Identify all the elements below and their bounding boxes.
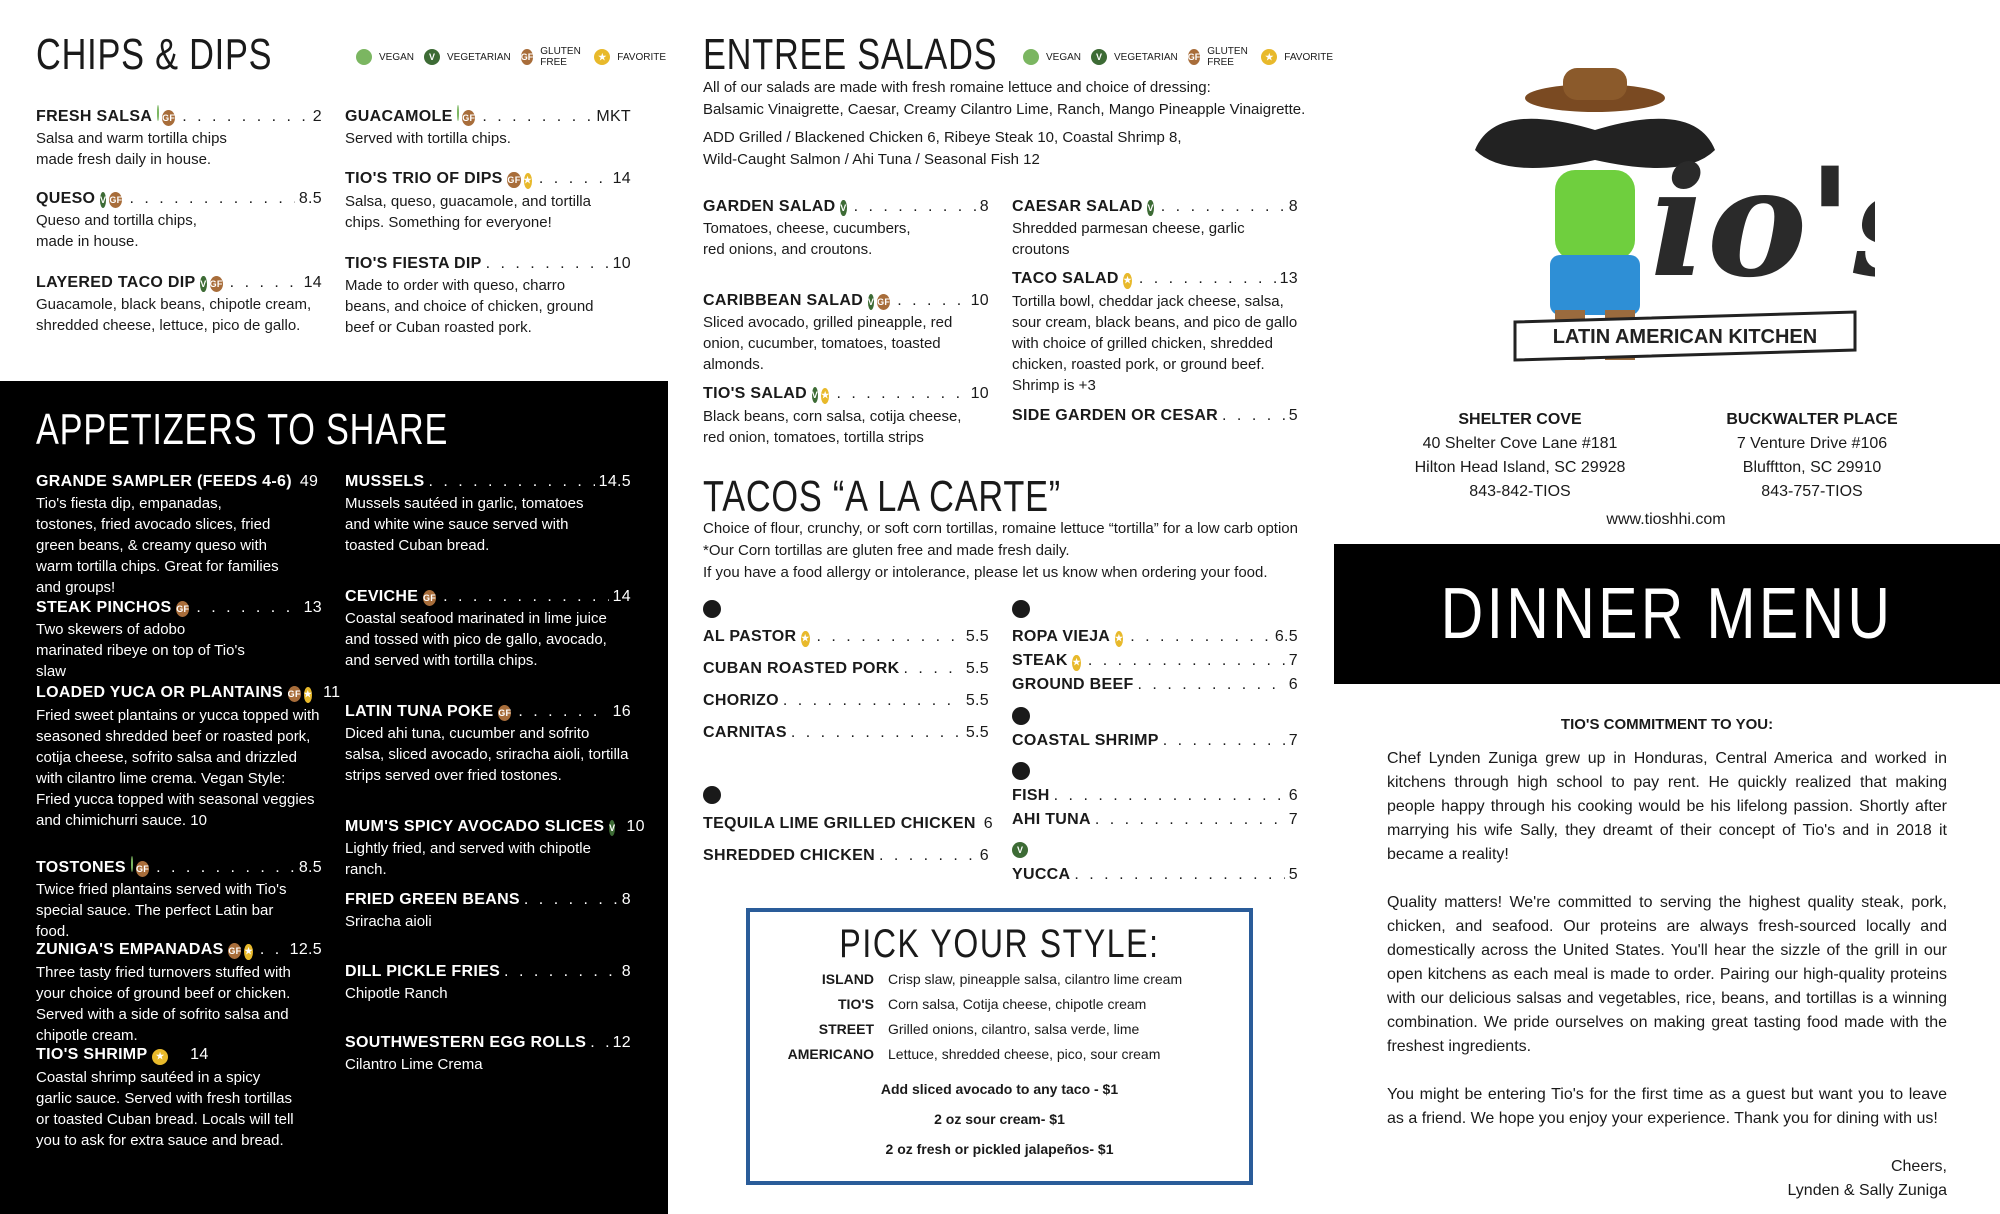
pick-your-style-box xyxy=(746,908,1253,1185)
gluten-free-icon: GF xyxy=(498,705,511,721)
gluten-free-icon: GF xyxy=(877,294,890,310)
taco-item: AHI TUNA . . . 7 xyxy=(1012,811,1298,829)
menu-item: LATIN TUNA POKE GF . . . 16 Diced ahi tuna, cucumber and sofrito salsa, sliced avocado, sriracha aioli, tortilla strips served over fried tostones. xyxy=(345,703,631,786)
vegetarian-icon: V xyxy=(424,49,440,65)
favorite-star-icon: ★ xyxy=(1123,273,1131,289)
legend-salads xyxy=(1023,46,1333,68)
menu-item: MUSSELS . . . 14.5 Mussels sautéed in garlic, tomatoes and white wine sauce served with toasted Cuban bread. xyxy=(345,473,631,556)
menu-item: TACO SALAD ★ . . . 13 Tortilla bowl, cheddar jack cheese, salsa, sour cream, black beans, and pico de gallo with choice of grilled chicken, shredded chicken, roasted pork, or ground beef. Shrimp is +3 xyxy=(1012,270,1298,396)
favorite-star-icon: ★ xyxy=(1261,49,1277,65)
favorite-star-icon: ★ xyxy=(244,944,252,960)
gluten-free-icon: GF xyxy=(521,49,534,65)
gluten-free-icon: GF xyxy=(507,172,520,188)
taco-item: COASTAL SHRIMP . . . 7 xyxy=(1012,732,1298,750)
menu-item: LAYERED TACO DIP V GF . . . 14 Guacamole, black beans, chipotle cream, shredded cheese, lettuce, pico de gallo. xyxy=(36,274,322,336)
menu-item: FRIED GREEN BEANS . . . 8 Sriracha aioli xyxy=(345,891,631,932)
vegetarian-icon: V xyxy=(1091,49,1107,65)
menu-title: DINNER MENU xyxy=(1440,574,1894,654)
legend-vegetarian: V VEGETARIAN xyxy=(1091,49,1178,65)
vegetarian-icon: V xyxy=(1012,842,1028,858)
gluten-free-icon: GF xyxy=(109,192,122,208)
style-row: AMERICANO Lettuce, shredded cheese, pico, sour cream xyxy=(787,1046,1161,1062)
salads-intro: All of our salads are made with fresh romaine lettuce and choice of dressing: Balsamic Vinaigrette, Caesar, Creamy Cilantro Lime, Ranch, Mango Pineapple Vinaigrette. ADD Grilled / Blackened Chicken 6, Ribeye Steak 10, Coastal Shrimp 8, Wild-Caught Salmon / Ahi Tuna / Seasonal Fish 12 xyxy=(703,79,1306,168)
favorite-star-icon: ★ xyxy=(304,687,312,703)
menu-item: TOSTONES GF . . . 8.5 Twice fried plantains served with Tio's special sauce. The perfect Latin bar food. xyxy=(36,856,322,942)
menu-item: SOUTHWESTERN EGG ROLLS . . . 12 Cilantro Lime Crema xyxy=(345,1034,631,1075)
commitment-title: TIO'S COMMITMENT TO YOU: xyxy=(1560,716,1774,733)
addon-jalapenos: 2 oz fresh or pickled jalapeños- $1 xyxy=(885,1141,1114,1157)
signature-cheers: Cheers, xyxy=(1890,1158,1947,1175)
addon-sour-cream: 2 oz sour cream- $1 xyxy=(934,1111,1065,1127)
vegetarian-icon: V xyxy=(868,294,874,310)
legend-gf: GF GLUTEN FREE xyxy=(520,46,581,68)
legend-vegan: VEGAN xyxy=(1023,49,1081,65)
menu-item: SIDE GARDEN OR CESAR . . . 5 xyxy=(1012,407,1298,425)
vegetarian-icon: V xyxy=(100,192,106,208)
taco-item: CARNITAS . . . 5.5 xyxy=(703,724,989,742)
legend-vegan: VEGAN xyxy=(356,49,414,65)
tios-mascot-logo-icon xyxy=(1455,60,1875,390)
gluten-free-icon: GF xyxy=(423,590,436,606)
signature-names: Lynden & Sally Zuniga xyxy=(1787,1182,1947,1199)
logo-script-text: io' xyxy=(1650,135,1853,311)
favorite-star-icon: ★ xyxy=(524,173,532,189)
menu-item: ZUNIGA'S EMPANADAS GF ★ . . . 12.5 Three tasty fried turnovers stuffed with your choice of ground beef or chicken. Served with a side of sofrito salsa and chipotle cream. xyxy=(36,941,322,1046)
legend-favorite: ★ FAVORITE xyxy=(1261,49,1333,65)
menu-item: CAESAR SALAD V . . . 8 Shredded parmesan cheese, garlic croutons xyxy=(1012,198,1298,260)
tacos-intro: Choice of flour, crunchy, or soft corn tortillas, romaine lettuce “tortilla” for a low carb option *Our Corn tortillas are gluten free and made fresh daily. If you have a food allergy or intolerance, please let us know when ordering your food. xyxy=(703,520,1298,581)
taco-item: GROUND BEEF . . . 6 xyxy=(1012,676,1298,694)
menu-item: GUACAMOLE GF . . . MKT Served with tortilla chips. xyxy=(345,105,631,149)
dinner-menu-banner xyxy=(1334,544,2000,684)
vegetarian-icon: V xyxy=(200,276,206,292)
menu-item: TIO'S TRIO OF DIPS GF ★ . . . 14 Salsa, queso, guacamole, and tortilla chips. Something for everyone! xyxy=(345,170,631,233)
menu-item: CEVICHE GF . . . 14 Coastal seafood marinated in lime juice and tossed with pico de gallo, avocado, and served with tortilla chips. xyxy=(345,588,631,671)
vegan-icon xyxy=(356,49,372,65)
menu-item: STEAK PINCHOS GF . . . 13 Two skewers of adobo marinated ribeye on top of Tio's slaw xyxy=(36,599,322,682)
vegetarian-icon: V xyxy=(609,820,615,836)
gluten-free-icon: GF xyxy=(462,110,475,126)
gluten-free-icon: GF xyxy=(228,943,241,959)
vegan-icon xyxy=(131,856,133,872)
taco-item: ROPA VIEJA ★ . . . 6.5 xyxy=(1012,628,1298,647)
addon-avocado: Add sliced avocado to any taco - $1 xyxy=(880,1081,1119,1097)
legend-vegetarian: V VEGETARIAN xyxy=(424,49,511,65)
gluten-free-icon: GF xyxy=(176,601,189,617)
salads-title: ENTREE SALADS xyxy=(703,30,998,79)
menu-item: CARIBBEAN SALAD V GF . . . 10 Sliced avocado, grilled pineapple, red onion, cucumber, tomatoes, toasted almonds. xyxy=(703,292,989,375)
location-shelter-cove: SHELTER COVE 40 Shelter Cove Lane #181 Hilton Head Island, SC 29928 843-842-TIOS xyxy=(1414,411,1626,500)
shrimp-icon xyxy=(1012,707,1030,725)
website-link[interactable]: www.tioshhi.com xyxy=(1606,511,1726,528)
style-row: STREET Grilled onions, cilantro, salsa verde, lime xyxy=(818,1021,1140,1037)
appetizers-title: APPETIZERS TO SHARE xyxy=(36,405,449,454)
taco-item: FISH . . . 6 xyxy=(1012,787,1298,805)
menu-item: GRANDE SAMPLER (FEEDS 4-6) 49 Tio's fiesta dip, empanadas, tostones, fried avocado slices, fried green beans, & creamy queso with warm tortilla chips. Great for families and groups! xyxy=(36,473,319,596)
vegan-icon xyxy=(457,105,459,121)
favorite-star-icon: ★ xyxy=(152,1049,168,1065)
favorite-star-icon: ★ xyxy=(1072,655,1080,671)
tios-logo xyxy=(1455,60,1875,390)
favorite-star-icon: ★ xyxy=(1115,631,1123,647)
favorite-star-icon: ★ xyxy=(821,388,829,404)
fish-icon xyxy=(1012,762,1030,780)
vegan-icon xyxy=(1023,49,1039,65)
taco-item: CHORIZO . . . 5.5 xyxy=(703,692,989,710)
menu-item: GARDEN SALAD V . . . 8 Tomatoes, cheese, cucumbers, red onions, and croutons. xyxy=(703,198,989,260)
appetizers-section xyxy=(0,381,668,1214)
menu-item: DILL PICKLE FRIES . . . 8 Chipotle Ranch xyxy=(345,963,631,1004)
chicken-icon xyxy=(703,786,721,804)
tacos-title: TACOS “A LA CARTE” xyxy=(703,472,1061,521)
legend-favorite: ★ FAVORITE xyxy=(594,49,666,65)
gluten-free-icon: GF xyxy=(210,276,223,292)
style-title: PICK YOUR STYLE: xyxy=(839,922,1160,966)
commitment-paragraph: You might be entering Tio's for the first time as a guest but want you to leave as a friend. We hope you enjoy your experience. Thank you for dining with us! xyxy=(1387,1086,1947,1127)
taco-item: YUCCA . . . 5 xyxy=(1012,866,1298,884)
favorite-star-icon: ★ xyxy=(801,631,809,647)
logo-tagline: LATIN AMERICAN KITCHEN xyxy=(1552,326,1818,348)
style-row: ISLAND Crisp slaw, pineapple salsa, cilantro lime cream xyxy=(821,971,1183,987)
menu-item: FRESH SALSA GF . . . 2 Salsa and warm tortilla chips made fresh daily in house. xyxy=(36,105,322,170)
commitment-paragraph: Quality matters! We're committed to serving the highest quality steak, pork, chicken, and seafood. Our proteins are always fresh-sourced locally and domestically across the United States. You'll hear the sizzle of the grill in our open kitchens as each meal is made to order. Pairing our high-quality proteins with our delicious salsas and vegetables, rice, beans, and tortillas is a winning combination. We pride ourselves on making great tasting food made with the freshest ingredients. xyxy=(1387,894,1947,1055)
chips-title: CHIPS & DIPS xyxy=(36,30,273,79)
taco-item: SHREDDED CHICKEN . . . 6 xyxy=(703,847,989,865)
vegetarian-icon: V xyxy=(812,387,818,403)
menu-item: QUESO V GF . . . 8.5 Queso and tortilla chips, made in house. xyxy=(36,190,322,252)
cow-icon xyxy=(1012,600,1030,618)
pig-icon xyxy=(703,600,721,618)
taco-item: TEQUILA LIME GRILLED CHICKEN 6 xyxy=(703,815,993,832)
legend-chips xyxy=(356,46,666,68)
vegetarian-icon: V xyxy=(840,200,846,216)
commitment-paragraph: Chef Lynden Zuniga grew up in Honduras, Central America and worked in kitchens through high school to pay rent. He quickly realized that making people happy through his cooking would be his lifelong passion. Shortly after marrying his wife Sally, they dreamt of their concept of Tio's and in 2018 it became a reality! xyxy=(1387,750,1947,863)
taco-item: STEAK ★ . . . 7 xyxy=(1012,652,1298,671)
gluten-free-icon: GF xyxy=(136,861,149,877)
commitment-section xyxy=(1387,713,1947,1203)
gluten-free-icon: GF xyxy=(162,110,175,126)
gluten-free-icon: GF xyxy=(1188,49,1201,65)
menu-item: LOADED YUCA OR PLANTAINS GF ★ 11 Fried sweet plantains or yucca topped with seasoned shredded beef or roasted pork, cotija cheese, sofrito salsa and drizzled with cilantro lime crema. Vegan Style: Fried yucca topped with seasonal veggies and chimichurri sauce. 10 xyxy=(36,684,341,829)
vegetarian-icon: V xyxy=(1147,200,1153,216)
menu-item: TIO'S FIESTA DIP . . . 10 Made to order with queso, charro beans, and choice of chicken, ground beef or Cuban roasted pork. xyxy=(345,255,631,338)
vegan-icon xyxy=(157,105,159,121)
favorite-star-icon: ★ xyxy=(594,49,610,65)
gluten-free-icon: GF xyxy=(288,686,301,702)
location-buckwalter: BUCKWALTER PLACE 7 Venture Drive #106 Blufftton, SC 29910 843-757-TIOS xyxy=(1726,411,1898,500)
taco-item: AL PASTOR ★ . . . 5.5 xyxy=(703,628,989,647)
menu-item: MUM'S SPICY AVOCADO SLICES V 10 Lightly fried, and served with chipotle ranch. xyxy=(345,818,645,878)
taco-item: CUBAN ROASTED PORK . . . 5.5 xyxy=(703,660,989,678)
menu-item: TIO'S SHRIMP ★ 14 Coastal shrimp sautéed in a spicy garlic sauce. Served with fresh tortillas or toasted Cuban bread. Locals will tell you to ask for extra sauce and bread. xyxy=(36,1046,294,1149)
style-row: TIO'S Corn salsa, Cotija cheese, chipotle cream xyxy=(838,996,1147,1012)
legend-gf: GF GLUTEN FREE xyxy=(1187,46,1248,68)
menu-item: TIO'S SALAD V ★ . . . 10 Black beans, corn salsa, cotija cheese, red onion, tomatoes, tortilla strips xyxy=(703,385,989,448)
